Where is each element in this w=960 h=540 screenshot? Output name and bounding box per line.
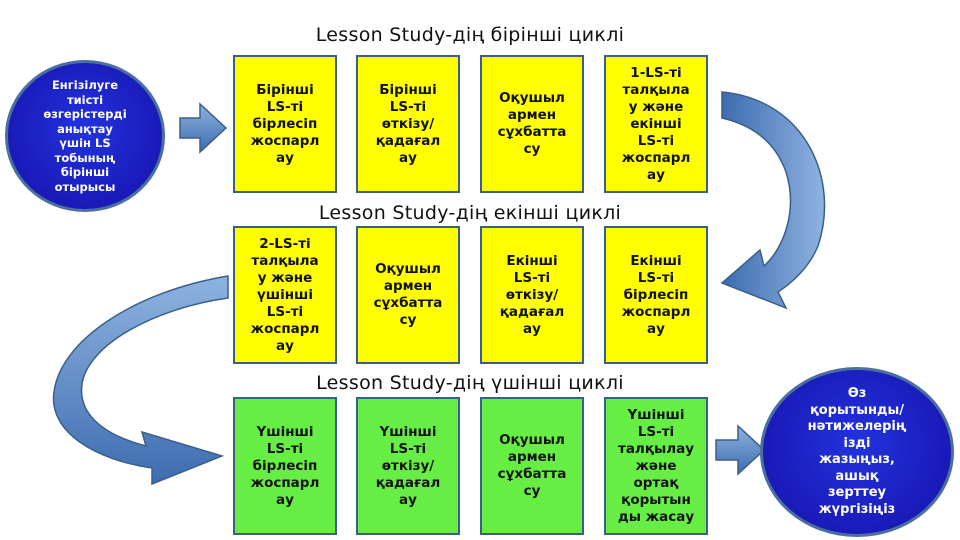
cycle1-step-2: Бірінші LS-ті өткізу/ қадағал ау bbox=[356, 55, 460, 193]
cycle1-step-1: Бірінші LS-ті бірлесіп жоспарл ау bbox=[233, 55, 337, 193]
cycle2-step-1: 2-LS-ті талқыла у және үшінші LS-ті жоспарл ау bbox=[233, 226, 337, 364]
cycle2-step-4: Екінші LS-ті бірлесіп жоспарл ау bbox=[604, 226, 708, 364]
arrow-cycle1-to-cycle2 bbox=[722, 92, 825, 308]
cycle1-step-4: 1-LS-ті талқыла у және екінші LS-ті жоспарл ау bbox=[604, 55, 708, 193]
cycle3-step-4: Үшінші LS-ті талқылау және ортақ қорытын ды жасау bbox=[604, 397, 708, 535]
cycle1-step-3: Оқушыл армен сұхбатта су bbox=[480, 55, 584, 193]
arrow-start-to-cycle1 bbox=[180, 104, 226, 152]
cycle3-title: Lesson Study-дің үшінші циклі bbox=[316, 372, 624, 394]
cycle3-step-1: Үшінші LS-ті бірлесіп жоспарл ау bbox=[233, 397, 337, 535]
cycle2-step-2: Оқушыл армен сұхбатта су bbox=[356, 226, 460, 364]
cycle3-step-3: Оқушыл армен сұхбатта су bbox=[480, 397, 584, 535]
arrow-cycle3-to-end bbox=[716, 426, 764, 474]
end-circle: Өз қорытынды/ нәтижелерің ізді жазыңыз, ашық зерттеу жүргізіңіз bbox=[760, 367, 954, 537]
start-circle: Енгізілуге тиісті өзгерістерді анықтау үшін LS тобының бірінші отырысы bbox=[5, 60, 165, 212]
cycle2-step-3: Екінші LS-ті өткізу/ қадағал ау bbox=[480, 226, 584, 364]
cycle1-title: Lesson Study-дің бірінші циклі bbox=[315, 24, 625, 46]
cycle2-title: Lesson Study-дің екінші циклі bbox=[318, 202, 622, 224]
cycle3-step-2: Үшінші LS-ті өткізу/ қадағал ау bbox=[356, 397, 460, 535]
arrow-cycle2-to-cycle3 bbox=[53, 276, 228, 484]
